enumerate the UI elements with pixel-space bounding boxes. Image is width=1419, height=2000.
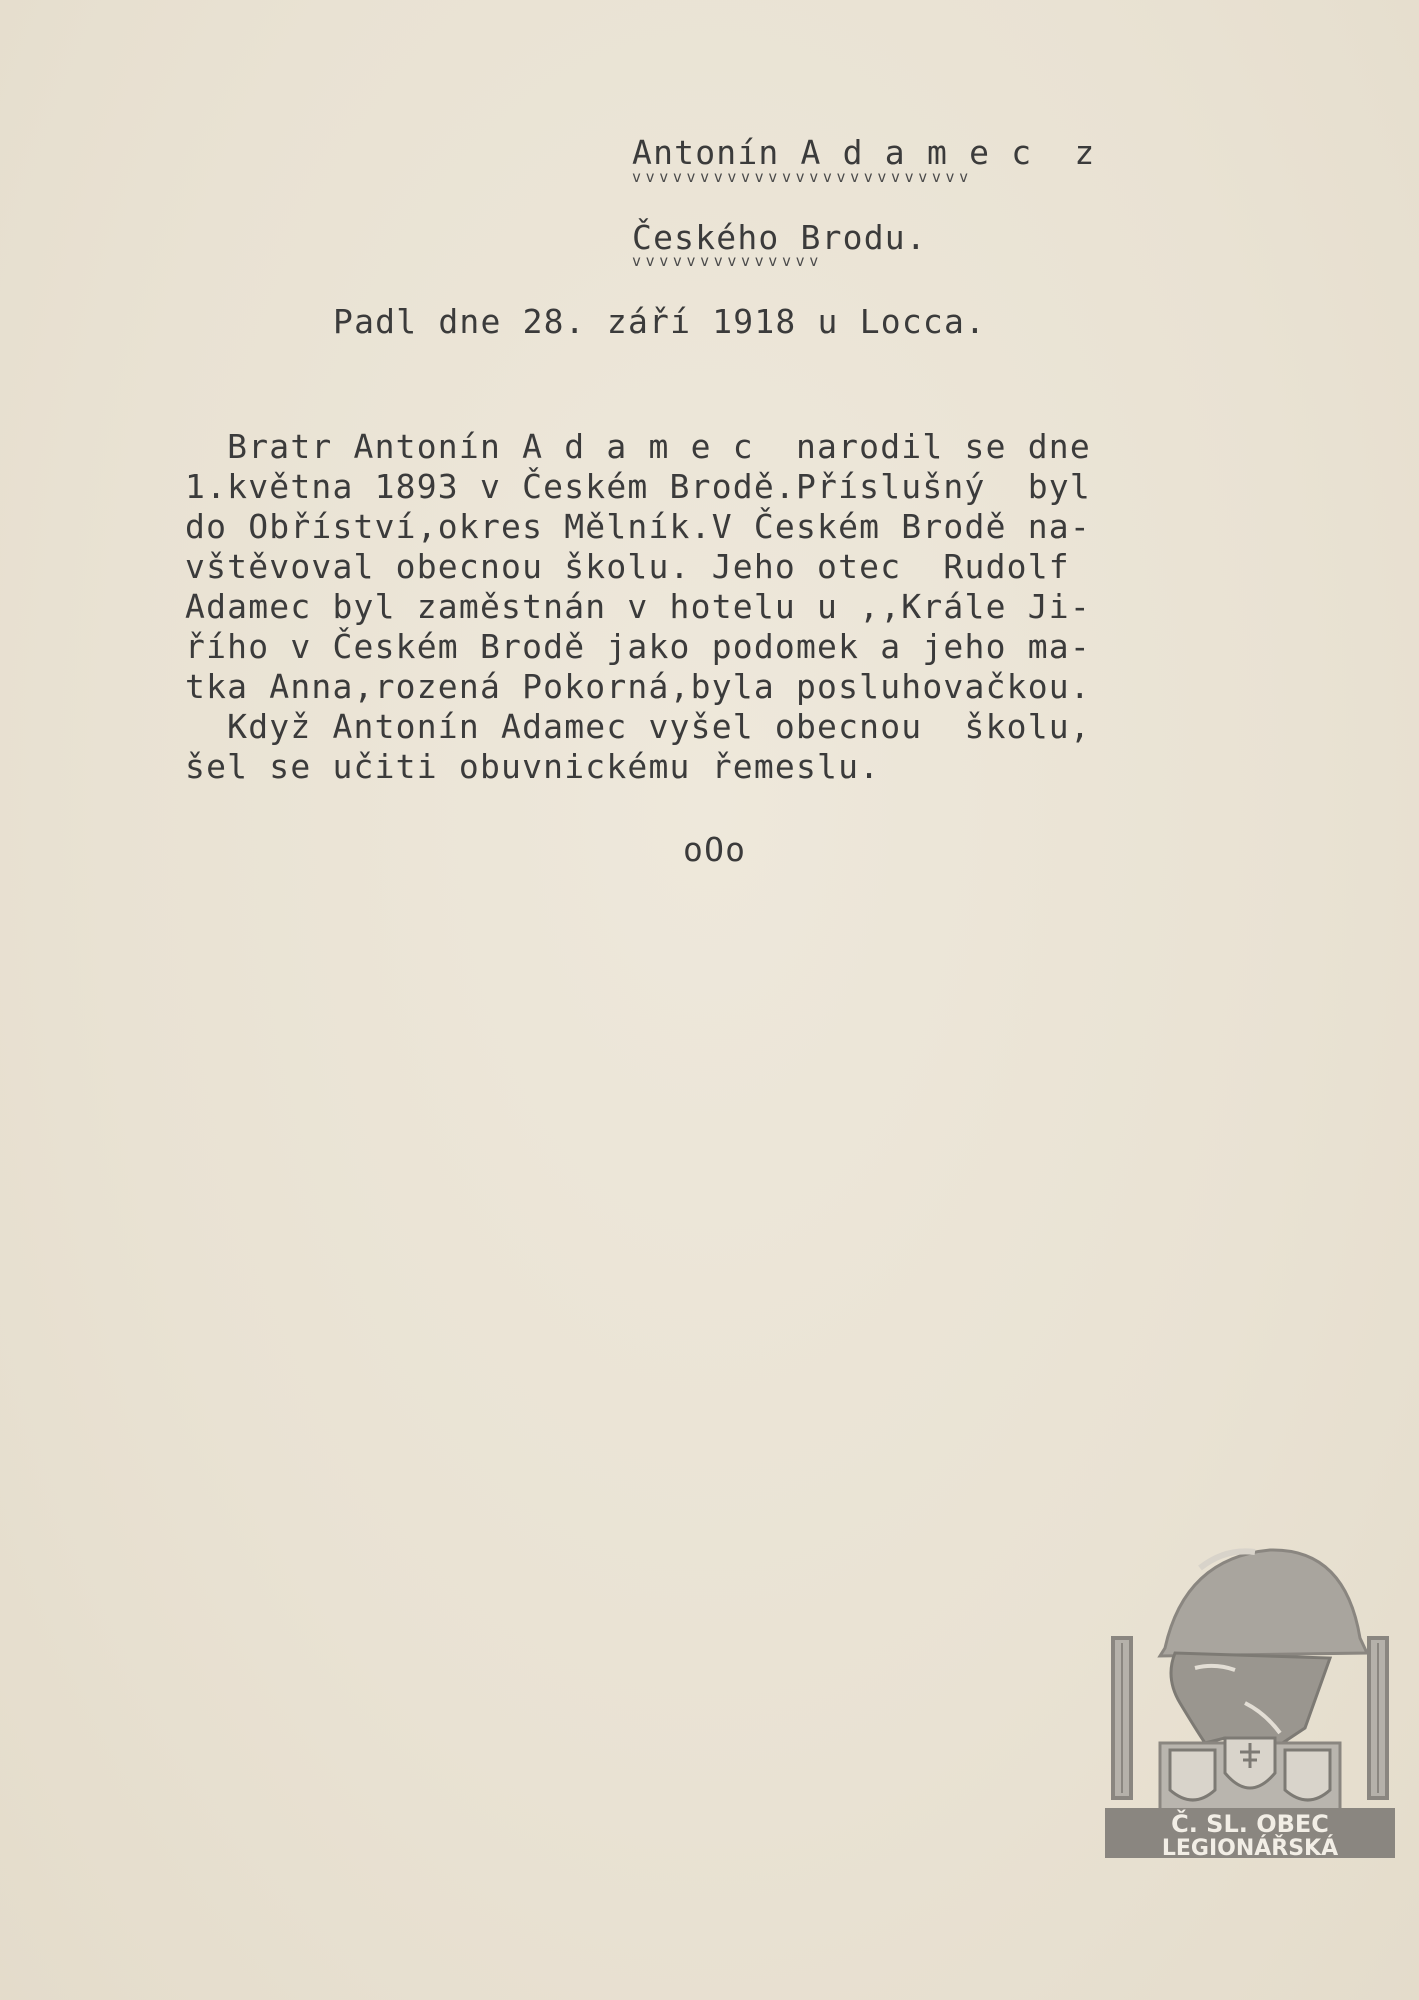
title-town: Českého Brodu.: [632, 218, 927, 257]
title-name: Antonín A d a m e c z: [632, 133, 1096, 172]
title-name-underline: vvvvvvvvvvvvvvvvvvvvvvvvv: [632, 168, 973, 186]
legion-stamp-logo: [1105, 1528, 1395, 1858]
body-line: Když Antonín Adamec vyšel obecnou školu,: [185, 707, 1091, 746]
body-line: Bratr Antonín A d a m e c narodil se dne: [185, 427, 1091, 466]
body-line: tka Anna,rozená Pokorná,byla posluhovačkou.: [185, 667, 1091, 706]
body-line: vštěvoval obecnou školu. Jeho otec Rudolf: [185, 547, 1070, 586]
body-line: 1.května 1893 v Českém Brodě.Příslušný byl: [185, 467, 1091, 506]
end-mark: oOo: [683, 830, 747, 869]
body-line: do Obříství,okres Mělník.V Českém Brodě na-: [185, 507, 1091, 546]
stamp-line1: Č. SL. OBEC: [1171, 1810, 1329, 1838]
body-line: řího v Českém Brodě jako podomek a jeho ma-: [185, 627, 1091, 666]
stamp-line2: LEGIONÁŘSKÁ: [1161, 1836, 1339, 1858]
body-line: Adamec byl zaměstnán v hotelu u ,,Krále Ji-: [185, 587, 1091, 626]
body-line: šel se učiti obuvnickému řemeslu.: [185, 747, 881, 786]
title-town-underline: vvvvvvvvvvvvvv: [632, 252, 823, 270]
death-date-line: Padl dne 28. září 1918 u Locca.: [333, 302, 987, 341]
legion-stamp-svg: [1105, 1528, 1395, 1858]
